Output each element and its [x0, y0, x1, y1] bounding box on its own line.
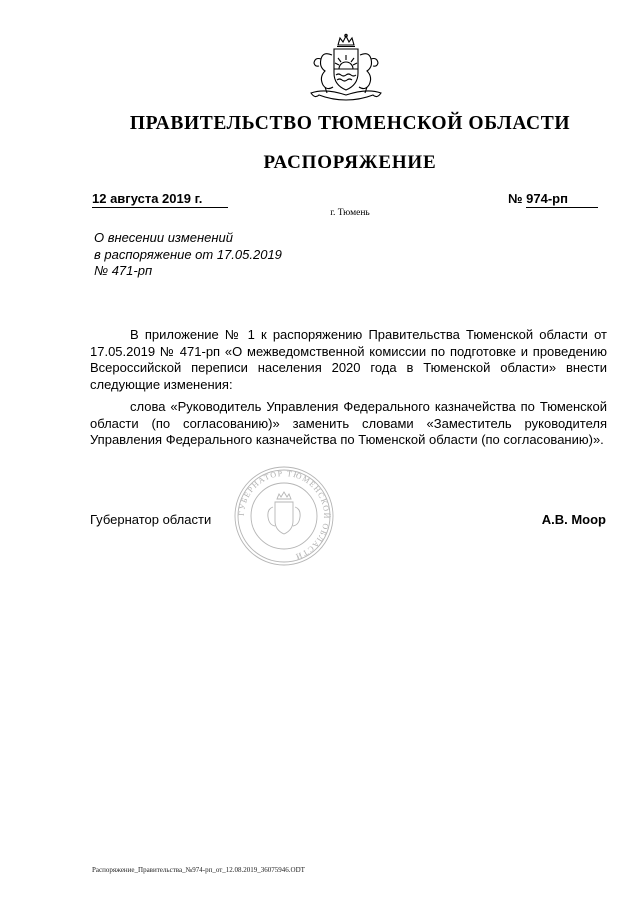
- footer-filename: Распоряжение_Правительства_№974-рп_от_12.08.2019_36075946.ODT: [92, 866, 305, 874]
- document-subject: [94, 230, 354, 280]
- subject-line: в распоряжение от 17.05.2019: [94, 246, 282, 262]
- document-number-value: 974-рп: [526, 191, 598, 208]
- seal-text: ГУБЕРНАТОР ТЮМЕНСКОЙ ОБЛАСТИ: [236, 468, 332, 562]
- document-type-title: РАСПОРЯЖЕНИЕ: [263, 152, 437, 173]
- coat-of-arms-icon: [305, 33, 387, 105]
- document-city: г. Тюмень: [330, 208, 370, 218]
- signer-title: Губернатор области: [90, 512, 212, 527]
- subject-line: О внесении изменений: [94, 230, 233, 245]
- signer-name: А.В. Моор: [541, 512, 606, 527]
- body-paragraph: В приложение № 1 к распоряжению Правительства Тюменской области от 17.05.2019 № 471-рп «О межведомственной комиссии по подготовке и проведению Всероссийской переписи населения 2020 года в Тюменской области» внести следующие изменения:: [90, 327, 607, 392]
- document-number-label: №: [508, 191, 523, 206]
- organization-title: ПРАВИТЕЛЬСТВО ТЮМЕНСКОЙ ОБЛАСТИ: [129, 113, 571, 134]
- document-date: 12 августа 2019 г.: [92, 191, 228, 208]
- document-number: [508, 191, 604, 208]
- body-paragraph: слова «Руководитель Управления Федерального казначейства по Тюменской области (по согласованию)» заменить словами «Заместитель руководителя Управления Федерального казначейства по Тюменской области (по согласованию)».: [90, 399, 607, 447]
- subject-line: № 471-рп: [94, 263, 153, 278]
- official-seal-icon: [233, 465, 335, 567]
